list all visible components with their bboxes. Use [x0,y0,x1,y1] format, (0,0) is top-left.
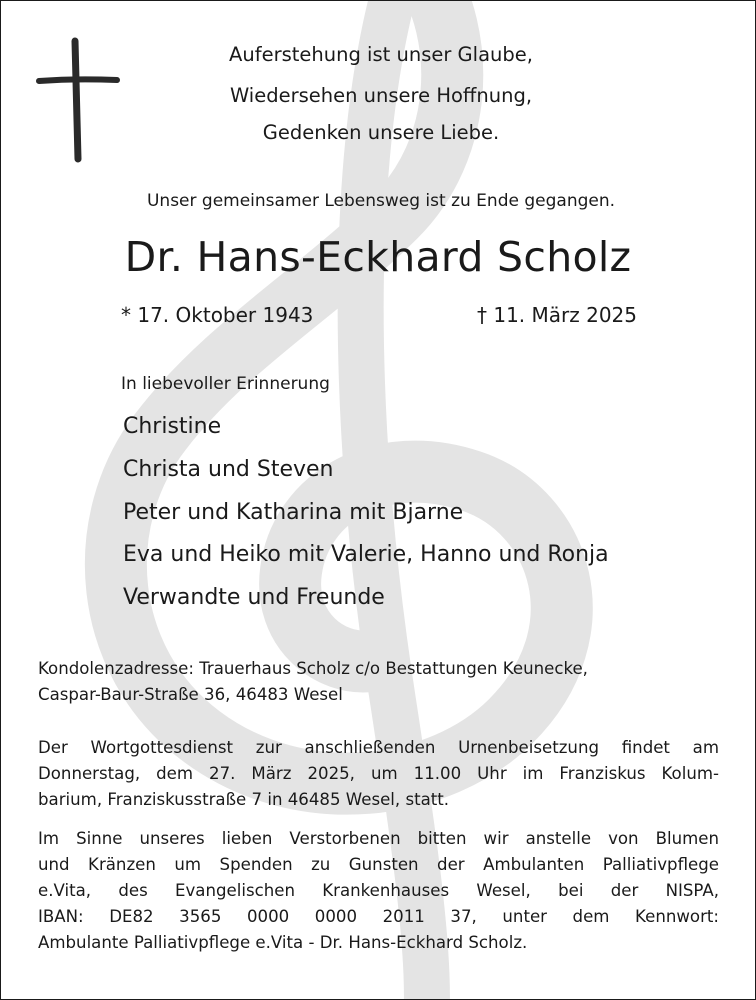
donation-line-4: IBAN: DE82 3565 0000 0000 2011 37, unter dem Kennwort: [38,907,719,926]
family-member: Christa und Steven [123,457,334,482]
condolence-address [38,656,719,708]
donation-line-5: Ambulante Palliativpflege e.Vita - Dr. Hans-Eckhard Scholz. [38,933,528,952]
memory-label: In liebevoller Erinnerung [121,374,330,394]
birth-date: * 17. Oktober 1943 [121,303,314,327]
family-member: Verwandte und Freunde [123,585,385,610]
condolence-line-1: Kondolenzadresse: Trauerhaus Scholz c/o Bestattungen Keunecke, [38,659,588,678]
family-member: Eva und Heiko mit Valerie, Hanno und Ronja [123,542,609,567]
family-member: Christine [123,414,222,439]
death-date: † 11. März 2025 [476,303,637,327]
donation-line-3: e.Vita, des Evangelischen Krankenhauses Wesel, bei der NISPA, [38,881,719,900]
verse-line-2: Wiedersehen unsere Hoffnung, [229,84,533,107]
condolence-line-2: Caspar-Baur-Straße 36, 46483 Wesel [38,685,343,704]
service-line-2: Donnerstag, dem 27. März 2025, um 11.00 Uhr im Franziskus Kolum- [38,764,719,783]
service-line-3: barium, Franziskusstraße 7 in 46485 Wesel, statt. [38,790,450,809]
verse-line-1: Auferstehung ist unser Glaube, [229,43,533,66]
donation-line-2: und Kränzen um Spenden zu Gunsten der Ambulanten Palliativpflege [38,855,719,874]
deceased-name: Dr. Hans-Eckhard Scholz [124,233,632,281]
intro-text: Unser gemeinsamer Lebensweg ist zu Ende gegangen. [146,191,616,211]
service-line-1: Der Wortgottesdienst zur anschließenden Urnenbeisetzung findet am [38,738,719,757]
verse-line-3: Gedenken unsere Liebe. [262,121,500,144]
donation-request [38,826,719,956]
donation-line-1: Im Sinne unseres lieben Verstorbenen bitten wir anstelle von Blumen [38,829,719,848]
service-announcement [38,735,719,813]
family-member: Peter und Katharina mit Bjarne [123,500,464,525]
latin-cross-icon [35,37,121,163]
